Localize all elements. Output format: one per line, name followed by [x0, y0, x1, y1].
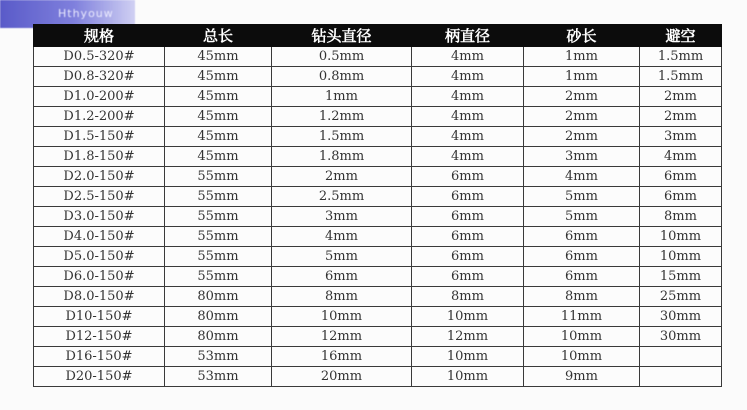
spec-cell: D3.0-150#	[34, 207, 165, 227]
grit-length-cell: 5mm	[524, 207, 640, 227]
bit-diameter-cell: 2.5mm	[272, 187, 412, 207]
spec-cell: D16-150#	[34, 347, 165, 367]
shank-diameter-cell: 4mm	[412, 147, 524, 167]
table-header	[34, 25, 722, 47]
total-length-cell: 55mm	[165, 247, 272, 267]
total-length-cell: 55mm	[165, 187, 272, 207]
clearance-cell: 3mm	[640, 127, 722, 147]
header-clearance: 避空	[640, 25, 722, 47]
shank-diameter-cell: 12mm	[412, 327, 524, 347]
total-length-cell: 45mm	[165, 107, 272, 127]
bit-diameter-cell: 0.5mm	[272, 47, 412, 67]
bit-diameter-cell: 4mm	[272, 227, 412, 247]
grit-length-cell: 2mm	[524, 107, 640, 127]
clearance-cell: 30mm	[640, 307, 722, 327]
bit-diameter-cell: 1mm	[272, 87, 412, 107]
table-row	[34, 87, 722, 107]
table-row	[34, 127, 722, 147]
spec-cell: D0.5-320#	[34, 47, 165, 67]
spec-cell: D5.0-150#	[34, 247, 165, 267]
grit-length-cell: 1mm	[524, 47, 640, 67]
bit-diameter-cell: 0.8mm	[272, 67, 412, 87]
shank-diameter-cell: 4mm	[412, 127, 524, 147]
spec-cell: D20-150#	[34, 367, 165, 387]
shank-diameter-cell: 4mm	[412, 107, 524, 127]
shank-diameter-cell: 6mm	[412, 187, 524, 207]
spec-cell: D1.2-200#	[34, 107, 165, 127]
total-length-cell: 55mm	[165, 207, 272, 227]
grit-length-cell: 2mm	[524, 87, 640, 107]
bit-diameter-cell: 1.2mm	[272, 107, 412, 127]
clearance-cell: 8mm	[640, 207, 722, 227]
grit-length-cell: 2mm	[524, 127, 640, 147]
clearance-cell: 1.5mm	[640, 67, 722, 87]
grit-length-cell: 10mm	[524, 347, 640, 367]
shank-diameter-cell: 4mm	[412, 47, 524, 67]
grit-length-cell: 6mm	[524, 267, 640, 287]
bit-diameter-cell: 12mm	[272, 327, 412, 347]
total-length-cell: 45mm	[165, 127, 272, 147]
spec-cell: D10-150#	[34, 307, 165, 327]
table-row	[34, 147, 722, 167]
grit-length-cell: 4mm	[524, 167, 640, 187]
clearance-cell: 2mm	[640, 107, 722, 127]
bit-diameter-cell: 3mm	[272, 207, 412, 227]
spec-cell: D12-150#	[34, 327, 165, 347]
total-length-cell: 53mm	[165, 347, 272, 367]
table-row	[34, 307, 722, 327]
header-total-length: 总长	[165, 25, 272, 47]
shank-diameter-cell: 6mm	[412, 247, 524, 267]
clearance-cell: 10mm	[640, 247, 722, 267]
shank-diameter-cell: 6mm	[412, 167, 524, 187]
table-body	[34, 47, 722, 387]
shank-diameter-cell: 6mm	[412, 207, 524, 227]
grit-length-cell: 3mm	[524, 147, 640, 167]
total-length-cell: 45mm	[165, 67, 272, 87]
total-length-cell: 45mm	[165, 147, 272, 167]
header-shank-diameter: 柄直径	[412, 25, 524, 47]
total-length-cell: 53mm	[165, 367, 272, 387]
bit-diameter-cell: 10mm	[272, 307, 412, 327]
table-row	[34, 347, 722, 367]
clearance-cell: 1.5mm	[640, 47, 722, 67]
shank-diameter-cell: 10mm	[412, 367, 524, 387]
table-row	[34, 327, 722, 347]
clearance-cell: 4mm	[640, 147, 722, 167]
table-row	[34, 47, 722, 67]
bit-diameter-cell: 6mm	[272, 267, 412, 287]
bit-diameter-cell: 1.5mm	[272, 127, 412, 147]
table-row	[34, 247, 722, 267]
grit-length-cell: 8mm	[524, 287, 640, 307]
table-row	[34, 287, 722, 307]
spec-cell: D1.8-150#	[34, 147, 165, 167]
spec-cell: D8.0-150#	[34, 287, 165, 307]
bit-diameter-cell: 20mm	[272, 367, 412, 387]
spec-cell: D1.5-150#	[34, 127, 165, 147]
bit-diameter-cell: 2mm	[272, 167, 412, 187]
shank-diameter-cell: 8mm	[412, 287, 524, 307]
header-spec: 规格	[34, 25, 165, 47]
clearance-cell	[640, 347, 722, 367]
clearance-cell: 15mm	[640, 267, 722, 287]
corner-watermark: Hthyouw	[0, 0, 135, 28]
table-row	[34, 167, 722, 187]
table-row	[34, 107, 722, 127]
bit-diameter-cell: 5mm	[272, 247, 412, 267]
header-row	[34, 25, 722, 47]
spec-cell: D4.0-150#	[34, 227, 165, 247]
bit-diameter-cell: 1.8mm	[272, 147, 412, 167]
total-length-cell: 55mm	[165, 227, 272, 247]
spec-cell: D6.0-150#	[34, 267, 165, 287]
total-length-cell: 45mm	[165, 87, 272, 107]
total-length-cell: 45mm	[165, 47, 272, 67]
grit-length-cell: 1mm	[524, 67, 640, 87]
shank-diameter-cell: 6mm	[412, 227, 524, 247]
total-length-cell: 80mm	[165, 287, 272, 307]
spec-cell: D2.5-150#	[34, 187, 165, 207]
table-row	[34, 187, 722, 207]
table-row	[34, 67, 722, 87]
clearance-cell: 6mm	[640, 187, 722, 207]
shank-diameter-cell: 4mm	[412, 67, 524, 87]
bit-diameter-cell: 8mm	[272, 287, 412, 307]
table-row	[34, 227, 722, 247]
shank-diameter-cell: 4mm	[412, 87, 524, 107]
spec-cell: D2.0-150#	[34, 167, 165, 187]
spec-cell: D1.0-200#	[34, 87, 165, 107]
header-grit-length: 砂长	[524, 25, 640, 47]
clearance-cell: 6mm	[640, 167, 722, 187]
grit-length-cell: 6mm	[524, 247, 640, 267]
spec-cell: D0.8-320#	[34, 67, 165, 87]
grit-length-cell: 10mm	[524, 327, 640, 347]
drill-spec-table	[33, 24, 722, 387]
table-row	[34, 207, 722, 227]
grit-length-cell: 5mm	[524, 187, 640, 207]
clearance-cell: 2mm	[640, 87, 722, 107]
total-length-cell: 80mm	[165, 307, 272, 327]
clearance-cell: 10mm	[640, 227, 722, 247]
clearance-cell: 25mm	[640, 287, 722, 307]
clearance-cell: 30mm	[640, 327, 722, 347]
total-length-cell: 55mm	[165, 167, 272, 187]
grit-length-cell: 11mm	[524, 307, 640, 327]
total-length-cell: 55mm	[165, 267, 272, 287]
grit-length-cell: 9mm	[524, 367, 640, 387]
total-length-cell: 80mm	[165, 327, 272, 347]
header-bit-diameter: 钻头直径	[272, 25, 412, 47]
clearance-cell	[640, 367, 722, 387]
table-row	[34, 367, 722, 387]
shank-diameter-cell: 10mm	[412, 347, 524, 367]
bit-diameter-cell: 16mm	[272, 347, 412, 367]
grit-length-cell: 6mm	[524, 227, 640, 247]
table-row	[34, 267, 722, 287]
shank-diameter-cell: 10mm	[412, 307, 524, 327]
shank-diameter-cell: 6mm	[412, 267, 524, 287]
